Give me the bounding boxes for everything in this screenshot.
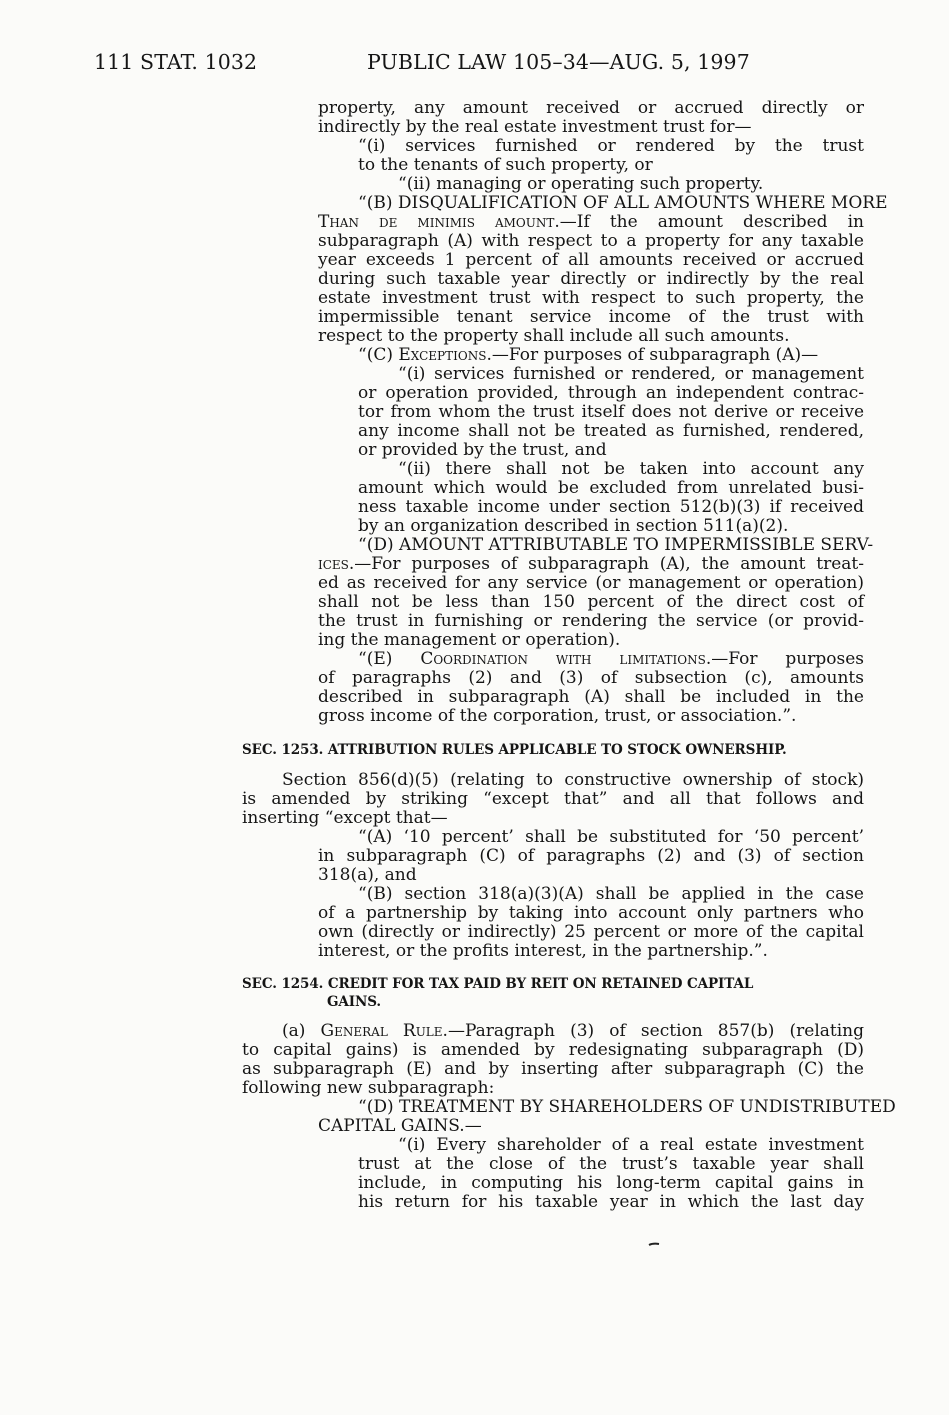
text-line: respect to the property shall include all such amounts. (318, 326, 790, 346)
text-line: property, any amount received or accrued directly or (318, 98, 864, 118)
text-line: “(ii) there shall not be taken into account any (398, 459, 864, 479)
text-line: tor from whom the trust itself does not derive or receive (358, 402, 864, 422)
text-line: trust at the close of the trust’s taxable year shall (358, 1154, 864, 1174)
text-line: as subparagraph (E) and by inserting after subparagraph (C) the (242, 1059, 864, 1079)
text-line: to capital gains) is amended by redesignating subparagraph (D) (242, 1040, 864, 1060)
text-line: “(A) ‘10 percent’ shall be substituted for ‘50 percent’ (358, 827, 864, 847)
text-line: “(D) TREATMENT BY SHAREHOLDERS OF UNDISTRIBUTED (358, 1097, 896, 1117)
text-line: include, in computing his long-term capital gains in (358, 1173, 864, 1193)
text-line: “(B) section 318(a)(3)(A) shall be applied in the case (358, 884, 864, 904)
text-line: indirectly by the real estate investment trust for— (318, 117, 752, 137)
section-heading-1254-continued: GAINS. (327, 994, 382, 1010)
text-line: gross income of the corporation, trust, or association.”. (318, 706, 797, 726)
text-line: or operation provided, through an independent contrac- (358, 383, 864, 403)
text-line: ices.—For purposes of subparagraph (A), the amount treat- (318, 554, 864, 574)
text-line: CAPITAL GAINS.— (318, 1116, 482, 1136)
text-line: estate investment trust with respect to such property, the (318, 288, 864, 308)
text-line: during such taxable year directly or indirectly by the real (318, 269, 864, 289)
text-line: inserting “except that— (242, 808, 448, 828)
text-line: “(ii) managing or operating such property. (398, 174, 764, 194)
text-line: his return for his taxable year in which the last day (358, 1192, 864, 1212)
text-line: “(D) AMOUNT ATTRIBUTABLE TO IMPERMISSIBLE SERV- (358, 535, 874, 555)
text-line: ness taxable income under section 512(b)(3) if received (358, 497, 864, 517)
text-line: is amended by striking “except that” and all that follows and (242, 789, 864, 809)
text-line: any income shall not be treated as furnished, rendered, (358, 421, 864, 441)
text-line: described in subparagraph (A) shall be included in the (318, 687, 864, 707)
section-heading-1254: SEC. 1254. CREDIT FOR TAX PAID BY REIT ON RETAINED CAPITAL (242, 976, 754, 992)
text-line: ed as received for any service (or management or operation) (318, 573, 864, 593)
text-line: “(i) Every shareholder of a real estate investment (398, 1135, 864, 1155)
text-line: “(E) Coordination with limitations.—For purposes (358, 649, 864, 669)
text-line: of a partnership by taking into account only partners who (318, 903, 864, 923)
ink-mark-icon (648, 1242, 660, 1247)
section-heading-1253: SEC. 1253. ATTRIBUTION RULES APPLICABLE TO STOCK OWNERSHIP. (242, 742, 787, 758)
text-line: or provided by the trust, and (358, 440, 607, 460)
text-line: of paragraphs (2) and (3) of subsection (c), amounts (318, 668, 864, 688)
text-line: “(i) services furnished or rendered, or management (398, 364, 864, 384)
text-line: ing the management or operation). (318, 630, 621, 650)
text-line: interest, or the profits interest, in the partnership.”. (318, 941, 768, 961)
text-line: Section 856(d)(5) (relating to constructive ownership of stock) (282, 770, 864, 790)
text-line: the trust in furnishing or rendering the service (or provid- (318, 611, 864, 631)
text-line: following new subparagraph: (242, 1078, 495, 1098)
text-line: own (directly or indirectly) 25 percent or more of the capital (318, 922, 864, 942)
text-line: year exceeds 1 percent of all amounts received or accrued (318, 250, 864, 270)
text-line: impermissible tenant service income of the trust with (318, 307, 864, 327)
text-line: “(C) Exceptions.—For purposes of subparagraph (A)— (358, 345, 819, 365)
public-law-title: PUBLIC LAW 105–34—AUG. 5, 1997 (367, 50, 750, 74)
text-line: amount which would be excluded from unrelated busi- (358, 478, 864, 498)
text-line: to the tenants of such property, or (358, 155, 653, 175)
text-line: shall not be less than 150 percent of the direct cost of (318, 592, 864, 612)
text-line: (a) General Rule.—Paragraph (3) of section 857(b) (relating (282, 1021, 864, 1041)
text-line: Than de minimis amount.—If the amount described in (318, 212, 864, 232)
stat-page-number: 111 STAT. 1032 (94, 50, 258, 74)
text-line: by an organization described in section 511(a)(2). (358, 516, 789, 536)
text-line: subparagraph (A) with respect to a property for any taxable (318, 231, 864, 251)
text-line: in subparagraph (C) of paragraphs (2) and (3) of section (318, 846, 864, 866)
text-line: “(B) DISQUALIFICATION OF ALL AMOUNTS WHERE MORE (358, 193, 888, 213)
text-line: “(i) services furnished or rendered by the trust (358, 136, 864, 156)
text-line: 318(a), and (318, 865, 417, 885)
